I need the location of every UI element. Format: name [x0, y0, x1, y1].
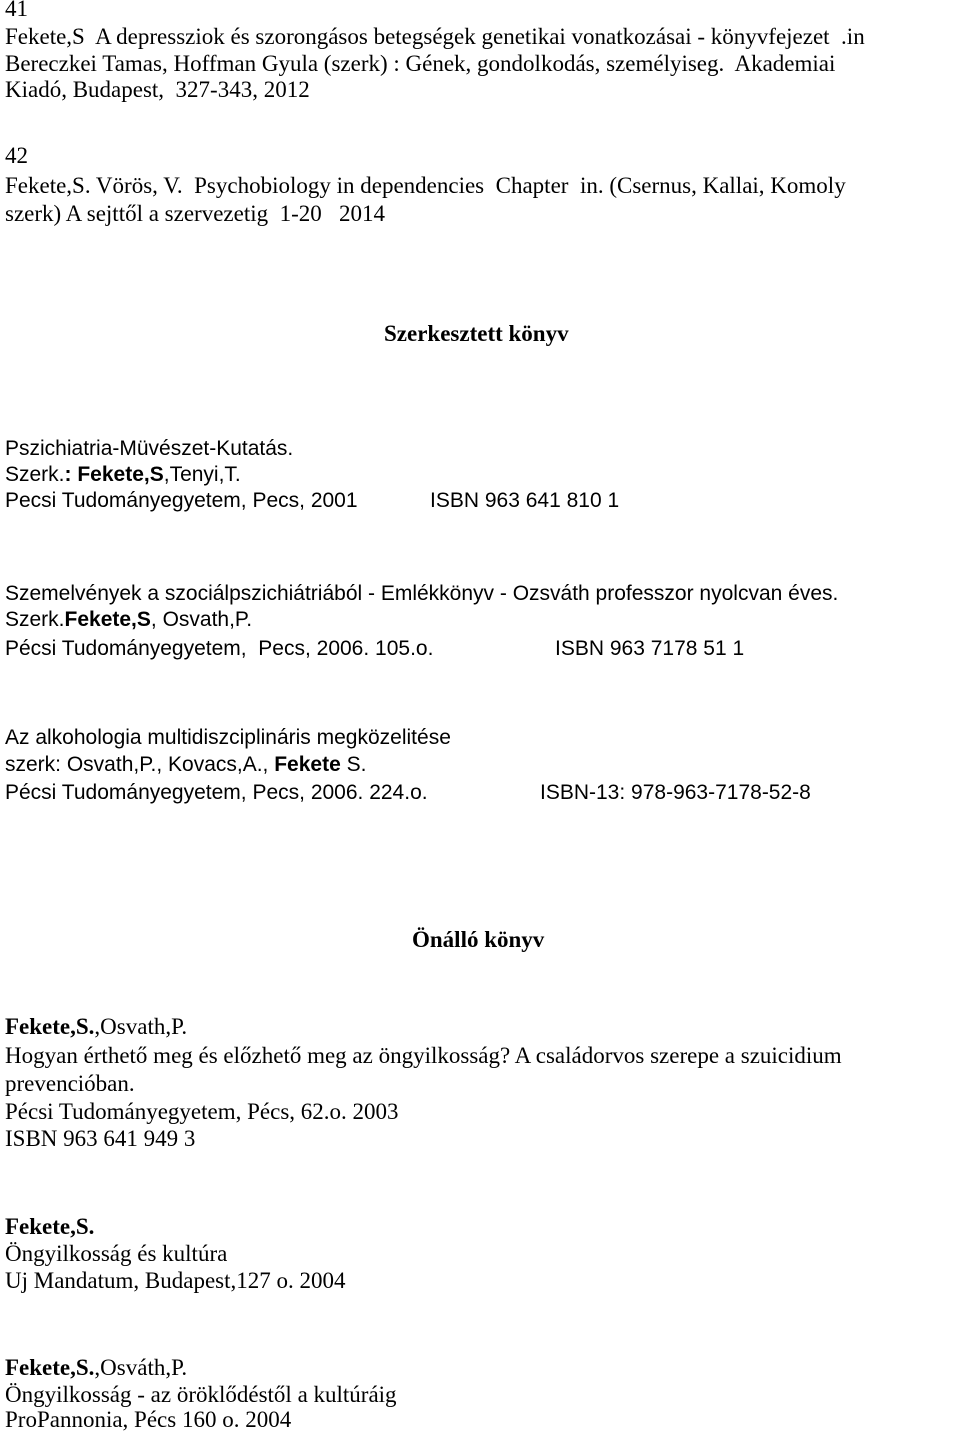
book-isbn: ISBN 963 641 949 3 — [5, 1126, 196, 1151]
book-title: prevencióban. — [5, 1071, 135, 1096]
entry-number: 41 — [5, 0, 28, 21]
section-heading: Szerkesztett könyv — [384, 321, 569, 346]
entry-text-line: Fekete,S A depressziok és szorongásos betegségek genetikai vonatkozásai - könyvfejezet .in — [5, 24, 865, 49]
editor-highlight: Fekete,S — [64, 608, 151, 631]
editor-prefix: szerk: Osvath,P., Kovacs,A., — [5, 753, 275, 776]
book-publisher: Pécsi Tudományegyetem, Pecs, 2006. 224.o. — [5, 781, 428, 804]
book-isbn: ISBN-13: 978-963-7178-52-8 — [540, 781, 811, 804]
book-isbn: ISBN 963 7178 51 1 — [555, 637, 745, 660]
author-highlight: Fekete,S. — [5, 1355, 95, 1380]
entry-text-line: Kiadó, Budapest, 327-343, 2012 — [5, 77, 310, 102]
author-highlight: Fekete,S. — [5, 1214, 95, 1239]
section-heading: Önálló könyv — [412, 927, 545, 952]
book-authors — [5, 1214, 94, 1240]
editor-rest: , Osvath,P. — [150, 608, 253, 631]
book-authors — [5, 1355, 187, 1381]
editor-prefix: Szerk. — [5, 608, 65, 631]
book-title: Az alkohologia multidiszciplináris megközelitése — [5, 726, 451, 749]
book-title: Öngyilkosság és kultúra — [5, 1241, 228, 1266]
book-publisher: Pécsi Tudományegyetem, Pecs, 2006. 105.o. — [5, 637, 434, 660]
book-authors — [5, 1014, 187, 1040]
editor-highlight: Fekete — [274, 753, 341, 776]
book-publisher: Uj Mandatum, Budapest,127 o. 2004 — [5, 1268, 346, 1293]
book-editors — [5, 462, 241, 488]
book-publisher: Pécsi Tudományegyetem, Pécs, 62.o. 2003 — [5, 1099, 399, 1124]
book-title: Szemelvények a szociálpszichiátriából - Emlékkönyv - Ozsváth professzor nyolcvan éves. — [5, 582, 839, 605]
book-editors — [5, 607, 252, 633]
book-title: Pszichiatria-Müvészet-Kutatás. — [5, 437, 294, 460]
entry-text-line: Fekete,S. Vörös, V. Psychobiology in dependencies Chapter in. (Csernus, Kallai, Komoly — [5, 173, 846, 198]
book-title: Hogyan érthető meg és előzhető meg az öngyilkosság? A családorvos szerepe a szuicidium — [5, 1043, 842, 1068]
book-title: Öngyilkosság - az öröklődéstől a kultúráig — [5, 1382, 397, 1407]
author-rest: ,Osváth,P. — [94, 1355, 188, 1380]
book-editors — [5, 752, 366, 778]
author-highlight: Fekete,S. — [5, 1014, 95, 1039]
entry-number: 42 — [5, 143, 28, 168]
author-rest: ,Osvath,P. — [94, 1014, 188, 1039]
entry-text-line: Bereczkei Tamas, Hoffman Gyula (szerk) : Gének, gondolkodás, személyiseg. Akademiai — [5, 51, 836, 76]
editor-highlight: : Fekete,S — [64, 463, 164, 486]
entry-text-line: szerk) A sejttől a szervezetig 1-20 2014 — [5, 201, 386, 226]
book-publisher: Pecsi Tudományegyetem, Pecs, 2001 — [5, 489, 358, 512]
editor-rest: S. — [340, 753, 367, 776]
editor-prefix: Szerk. — [5, 463, 65, 486]
book-publisher: ProPannonia, Pécs 160 o. 2004 — [5, 1407, 292, 1432]
book-isbn: ISBN 963 641 810 1 — [430, 489, 620, 512]
editor-rest: ,Tenyi,T. — [163, 463, 241, 486]
